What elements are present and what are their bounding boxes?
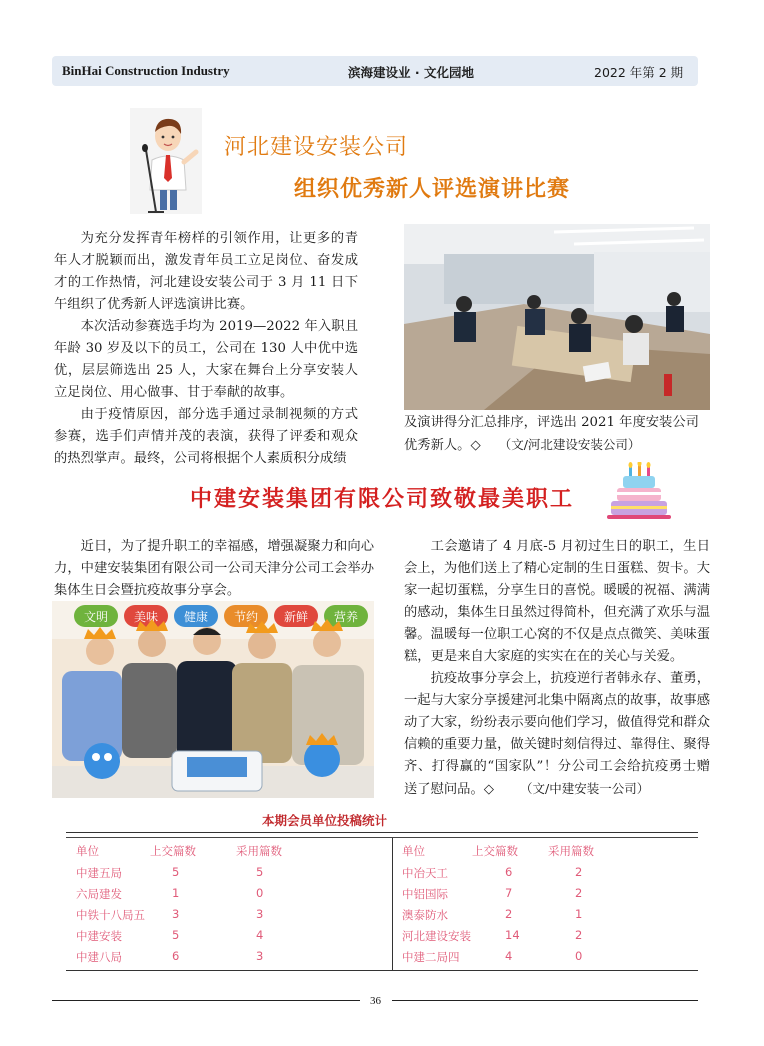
- banner-word: 健康: [183, 610, 209, 624]
- article1-body: [54, 228, 358, 470]
- table-header: 采用篇数: [236, 844, 282, 858]
- table-cell: 5: [172, 865, 180, 879]
- table-cell: 7: [505, 886, 513, 900]
- speaker-illustration: [130, 108, 202, 214]
- caption-text: 及演讲得分汇总排序，评选出 2021 年度安装公司优秀新人。◇: [404, 415, 699, 453]
- table-cell: 3: [172, 907, 180, 921]
- banner-word: 美味: [133, 610, 159, 624]
- banner-word: 营养: [333, 610, 359, 624]
- article1-paragraph: 由于疫情原因，部分选手通过录制视频的方式参赛，选手们声情并茂的表演，获得了评委和观众的热烈掌声。最终，公司将根据个人素质积分成绩: [54, 407, 358, 466]
- journal-name-en: BinHai Construction Industry: [62, 63, 230, 78]
- table-cell: 3: [256, 907, 264, 921]
- table-cell: 2: [575, 928, 583, 942]
- table-bottom-rule: [66, 970, 698, 971]
- article2-title: 中建安装集团有限公司致敬最美职工: [190, 487, 575, 512]
- table-cell: 6: [172, 949, 180, 963]
- table-cell: 1: [575, 907, 583, 921]
- table-cell: 6: [505, 865, 513, 879]
- article1-caption: [404, 412, 710, 457]
- article2-right-body: [404, 536, 710, 801]
- speech-contest-photo: [404, 224, 710, 410]
- table-cell: 4: [505, 949, 513, 963]
- table-top-rule-inner: [66, 837, 698, 838]
- table-cell: 中建安装: [76, 929, 122, 943]
- table-cell: 0: [256, 886, 264, 900]
- table-cell: 中建八局: [76, 950, 122, 964]
- article1-title-line2: 组织优秀新人评选演讲比赛: [294, 177, 571, 202]
- table-cell: 澳泰防水: [402, 908, 448, 922]
- section-title: 滨海建设业 · 文化园地: [348, 65, 474, 80]
- table-cell: 2: [505, 907, 513, 921]
- article1-paragraph: 为充分发挥青年榜样的引领作用，让更多的青年人才脱颖而出，激发青年员工立足岗位、奋发成才的工作热情，河北建设安装公司于 3 月 11 日下午组织了优秀新人评选演讲比赛。: [54, 231, 358, 312]
- table-title: 本期会员单位投稿统计: [262, 813, 388, 828]
- article1-title-line1: 河北建设安装公司: [224, 135, 409, 160]
- article2-paragraph-text: 抗疫故事分享会上，抗疫逆行者韩永存、董勇，一起与大家分享援建河北集中隔离点的故事，故事感动了大家，纷纷表示要向他们学习，做值得党和群众信赖的重要力量，做关键时刻信得过、靠得住、聚得齐、打得赢的“国家队”！分公司工会给抗疫勇士赠送了慰问品。◇: [404, 671, 710, 797]
- table-cell: 2: [575, 886, 583, 900]
- caption-credit: （文/河北建设安装公司）: [498, 437, 641, 452]
- article2-credit: （文/中建安装一公司）: [520, 781, 650, 796]
- table-header: 单位: [76, 844, 99, 858]
- table-header: 上交篇数: [472, 844, 518, 858]
- page-number: 36: [370, 995, 381, 1007]
- table-cell: 1: [172, 886, 180, 900]
- table-cell: 中铁十八局五: [76, 908, 145, 922]
- table-header: 单位: [402, 844, 425, 858]
- birthday-cake-icon: [605, 462, 673, 520]
- table-cell: 中建五局: [76, 866, 122, 880]
- footer-rule-right: [392, 1000, 698, 1001]
- table-header: 上交篇数: [150, 844, 196, 858]
- article2-paragraph: [404, 668, 710, 801]
- table-cell: 5: [256, 865, 264, 879]
- article2-left-body: [54, 536, 374, 602]
- article2-paragraph: 近日，为了提升职工的幸福感，增强凝聚力和向心力，中建安装集团有限公司一公司天津分公司工会举办集体生日会暨抗疫故事分享会。: [54, 539, 374, 598]
- article1-paragraph: 本次活动参赛选手均为 2019—2022 年入职且年龄 30 岁及以下的员工，公司在 130 人中优中选优，层层筛选出 25 人，大家在舞台上分享安装人立足岗位、用心做事、甘于奉献的故事。: [54, 319, 358, 400]
- issue-label: 2022 年第 2 期: [594, 65, 684, 80]
- table-top-rule: [66, 832, 698, 833]
- table-cell: 中冶天工: [402, 866, 448, 880]
- table-cell: 3: [256, 949, 264, 963]
- table-cell: 5: [172, 928, 180, 942]
- article2-paragraph: 工会邀请了 4 月底-5 月初过生日的职工，生日会上，为他们送上了精心定制的生日蛋糕、贺卡。大家一起切蛋糕，分享生日的喜悦。暖暖的祝福、满满的感动，集体生日虽然过得简朴，但充满了欢乐与温馨。温暖每一位职工心窝的不仅是点点微笑、美味蛋糕，更是来自大家庭的实实在在的关心与关爱。: [404, 539, 710, 664]
- banner-word: 新鲜: [283, 610, 309, 624]
- table-cell: 4: [256, 928, 264, 942]
- table-cell: 中建二局四: [402, 950, 460, 964]
- table-cell: 六局建发: [76, 887, 122, 901]
- table-cell: 14: [505, 928, 520, 942]
- birthday-party-photo: [52, 601, 374, 798]
- table-cell: 中铝国际: [402, 887, 448, 901]
- table-cell: 2: [575, 865, 583, 879]
- table-cell: 0: [575, 949, 583, 963]
- table-cell: 河北建设安装: [402, 929, 471, 943]
- table-divider: [392, 838, 393, 970]
- banner-word: 节约: [233, 610, 259, 624]
- banner-word: 文明: [83, 610, 109, 624]
- footer-rule-left: [52, 1000, 360, 1001]
- table-header: 采用篇数: [548, 844, 594, 858]
